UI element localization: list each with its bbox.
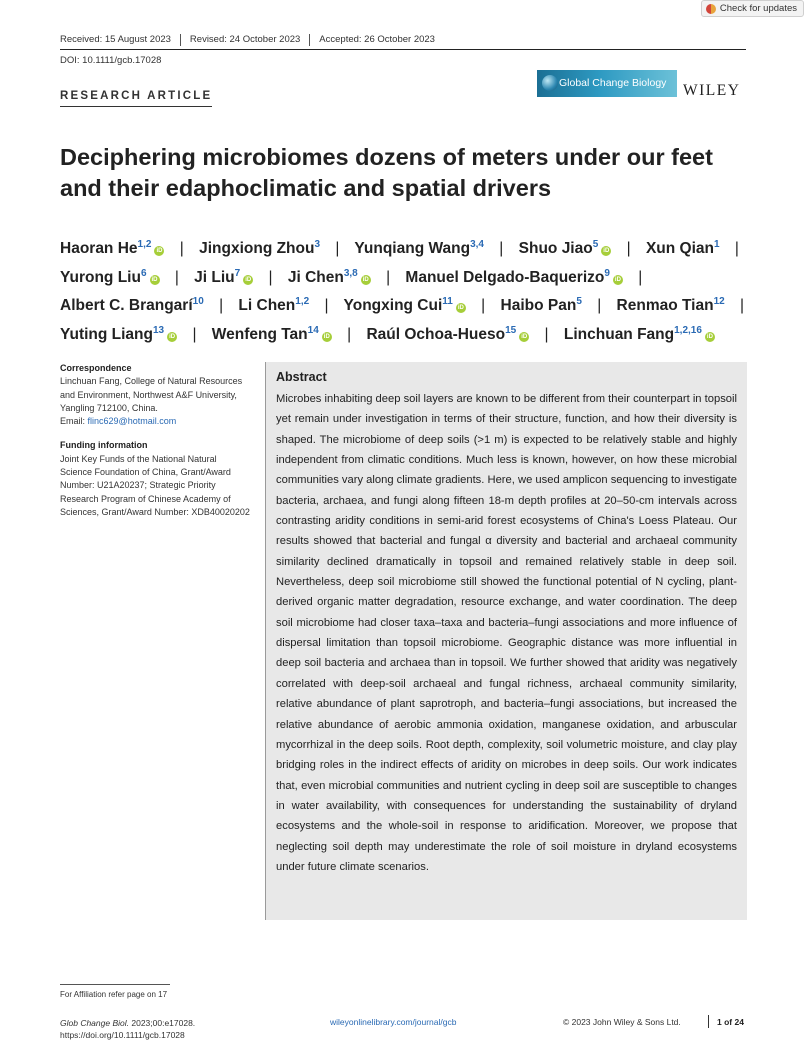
author-name: Li Chen [238, 297, 296, 315]
author-affiliation-number: 7 [234, 267, 241, 279]
correspondence-block [60, 362, 250, 428]
citation-doi[interactable]: https://doi.org/10.1111/gcb.17028 [60, 1030, 185, 1040]
author[interactable] [194, 269, 253, 286]
footer-divider [708, 1015, 709, 1028]
author-separator: | [740, 297, 745, 315]
header-rule [60, 49, 746, 50]
email-link[interactable]: flinc629@hotmail.com [87, 416, 177, 427]
author-separator: | [734, 240, 739, 258]
journal-name: Global Change Biology [559, 77, 667, 89]
author-separator: | [626, 240, 631, 258]
orcid-icon[interactable]: iD [169, 334, 176, 341]
author-name: Manuel Delgado-Baquerizo [405, 268, 605, 286]
author-affiliation-number: 10 [192, 296, 204, 308]
author-affiliation-number: 12 [713, 296, 725, 308]
funding-block [60, 439, 250, 519]
check-updates-icon [706, 4, 716, 14]
date-separator [309, 34, 310, 46]
article-sidebar [60, 362, 250, 530]
author[interactable] [60, 297, 204, 314]
author-name: Ji Liu [194, 268, 235, 286]
received-date: Received: 15 August 2023 [60, 34, 171, 45]
abstract-text: Microbes inhabiting deep soil layers are known to be different from their counterpart in topsoil yet remain under investigation in terms of their structure, function, and how their diversity is shaped. The microbiome of deep soils (>1 m) is expected to be relatively stable and highly independent from climatic conditions. Much less is known, however, on how these microbial communities vary along climate gradients. Here, we used amplicon sequencing to investigate bacteria, archaea, and fungi along fifteen 18-m depth profiles at 20–50-cm intervals across contrasting aridity conditions in semi-arid forest ecosystems of China's Loess Plateau. Our results showed that bacterial and fungal α diversity and bacterial and archaeal community similarity declined dramatically in topsoil and remained relatively stable in deep soil. Nevertheless, deep soil microbiome still showed the functional potential of N cycling, plant-derived organic matter degradation, resource exchange, and water coordination. The deep soil microbiome had closer taxa–taxa and bacteria–fungi associations and more influence of dispersal limitation than topsoil microbiome. Geographic distance was more influential in deep soil bacteria and archaea than in topsoil. We further showed that aridity was negatively correlated with deep-soil archaeal and fungal richness, archaeal community similarity, relative abundance of plant saprotroph, and bacteria–fungi associations, but increased the relative abundance of aerobic ammonia oxidation, manganese oxidation, and arbuscular mycorrhizal in the deep soils. Root depth, complexity, soil volumetric moisture, and clay play bridging roles in the indirect effects of aridity on microbes in deep soils. Our work indicates that, even microbial communities and nutrient cycling in deep soil are susceptible to changes in water availability, with consequences for understanding the sustainability of dryland ecosystems and the whole-soil in response to aridification. Moreover, we propose that neglecting soil depth may underestimate the role of soil moisture in dryland ecosystems under future climate scenarios. [276, 393, 737, 873]
author-name: Yurong Liu [60, 268, 141, 286]
author-separator: | [597, 297, 602, 315]
author-separator: | [335, 240, 340, 258]
author[interactable] [288, 269, 371, 286]
date-separator [180, 34, 181, 46]
copyright: © 2023 John Wiley & Sons Ltd. [563, 1017, 681, 1027]
page-number: 1 of 24 [717, 1017, 744, 1027]
orcid-icon[interactable]: iD [362, 276, 369, 283]
author[interactable] [212, 326, 332, 343]
orcid-icon[interactable]: iD [151, 276, 158, 283]
author[interactable] [519, 240, 612, 257]
footer-citation [60, 1017, 195, 1041]
author-separator: | [638, 268, 643, 286]
revised-date: Revised: 24 October 2023 [189, 34, 301, 45]
author-name: Jingxiong Zhou [199, 240, 315, 258]
author[interactable] [646, 240, 720, 257]
author-affiliation-number: 15 [505, 324, 517, 336]
author-name: Yuting Liang [60, 326, 153, 344]
author[interactable] [60, 269, 160, 286]
author[interactable] [366, 326, 529, 343]
citation-volume: 2023;00:e17028. [129, 1018, 196, 1028]
doi: DOI: 10.1111/gcb.17028 [60, 55, 162, 66]
author-name: Haibo Pan [500, 297, 577, 315]
funding-text: Joint Key Funds of the National Natural Science Foundation of China, Grant/Award Number: U21A20237; Strategic Priority Research Program of Chinese Academy of Sciences, Grant/Award Number: XDB40020202 [60, 453, 250, 517]
accepted-date: Accepted: 26 October 2023 [319, 34, 435, 45]
journal-website-link[interactable]: wileyonlinelibrary.com/journal/gcb [330, 1017, 457, 1027]
author-separator: | [179, 240, 184, 258]
journal-logo[interactable] [537, 70, 677, 97]
orcid-icon[interactable]: iD [614, 276, 621, 283]
author-name: Albert C. Brangarí [60, 297, 193, 315]
author-name: Raúl Ochoa-Hueso [366, 326, 506, 344]
author[interactable] [617, 297, 725, 314]
author-separator: | [386, 268, 391, 286]
affiliation-note: For Affiliation refer page on 17 [60, 990, 168, 999]
author-affiliation-number: 14 [307, 324, 319, 336]
author-separator: | [347, 326, 352, 344]
correspondence-heading: Correspondence [60, 363, 132, 373]
author-separator: | [174, 268, 179, 286]
footnote-rule [60, 984, 170, 985]
funding-heading: Funding information [60, 440, 148, 451]
check-for-updates-button[interactable] [701, 0, 804, 17]
author-affiliation-number: 3 [314, 239, 321, 250]
author[interactable] [60, 326, 177, 343]
author[interactable] [501, 297, 582, 314]
author-affiliation-number: 6 [140, 267, 147, 279]
author[interactable] [564, 326, 715, 343]
author-separator: | [544, 326, 549, 344]
orcid-icon[interactable]: iD [245, 276, 252, 283]
author-name: Renmao Tian [616, 297, 714, 315]
author-affiliation-number: 1,2,16 [674, 324, 702, 336]
author[interactable] [405, 269, 623, 286]
author-name: Xun Qian [645, 240, 714, 258]
citation-journal: Glob Change Biol. [60, 1018, 129, 1028]
author-affiliation-number: 11 [442, 296, 453, 308]
author-name: Ji Chen [287, 268, 344, 286]
author-separator: | [268, 268, 273, 286]
author[interactable] [344, 297, 466, 314]
author-affiliation-number: 13 [153, 324, 165, 336]
orcid-icon[interactable]: iD [603, 248, 610, 255]
author-name: Yongxing Cui [343, 297, 443, 315]
orcid-icon[interactable]: iD [156, 248, 163, 255]
globe-icon [542, 75, 558, 91]
author-name: Haoran He [60, 240, 138, 258]
author[interactable] [60, 240, 164, 257]
author-separator: | [324, 297, 329, 315]
email-label: Email: [60, 416, 86, 427]
article-title: Deciphering microbiomes dozens of meters under our feet and their edaphoclimatic and spatial drivers [60, 144, 713, 201]
author[interactable] [199, 240, 320, 257]
check-updates-label: Check for updates [719, 3, 797, 14]
author-name: Wenfeng Tan [211, 326, 308, 344]
author-affiliation-number: 9 [604, 267, 610, 279]
author-affiliation-number: 1,2 [137, 239, 152, 250]
orcid-icon[interactable]: iD [521, 334, 528, 341]
abstract-box [265, 362, 747, 920]
author-affiliation-number: 1 [713, 239, 720, 250]
author-affiliation-number: 5 [592, 239, 599, 250]
author[interactable] [238, 297, 309, 314]
article-dates [60, 34, 435, 46]
author-affiliation-number: 3,4 [470, 239, 484, 250]
author-list [60, 233, 760, 348]
abstract-heading: Abstract [276, 370, 327, 384]
author-affiliation-number: 1,2 [295, 296, 310, 308]
orcid-icon[interactable]: iD [457, 305, 464, 312]
orcid-icon[interactable]: iD [706, 334, 713, 341]
article-type: RESEARCH ARTICLE [60, 90, 212, 107]
author-separator: | [192, 326, 197, 344]
author-affiliation-number: 5 [576, 296, 582, 308]
author-name: Yunqiang Wang [354, 240, 471, 258]
publisher-logo: WILEY [683, 82, 741, 99]
author-separator: | [481, 297, 486, 315]
correspondence-address: Linchuan Fang, College of Natural Resources and Environment, Northwest A&F University, Yangling 712100, China. [60, 376, 243, 413]
correspondence-text [60, 375, 250, 428]
orcid-icon[interactable]: iD [323, 334, 330, 341]
author[interactable] [354, 240, 484, 257]
author-name: Linchuan Fang [563, 326, 675, 344]
author-separator: | [219, 297, 224, 315]
author-affiliation-number: 3,8 [343, 267, 358, 279]
author-name: Shuo Jiao [518, 240, 593, 258]
author-separator: | [499, 240, 504, 258]
